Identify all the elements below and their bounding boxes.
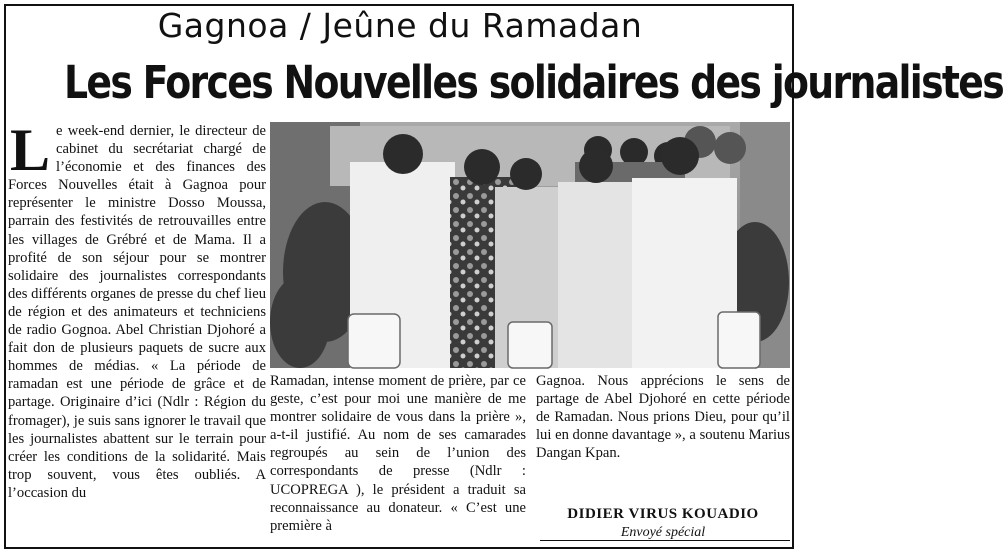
article-column-2: Ramadan, intense moment de prière, par ce geste, c’est pour moi une manière de me montrer solidaire de vous dans la prière », a-t-il justifié. Au nom de ses camarades regroupés au sein de l’union des correspondants de presse (Ndlr : UCOPREGA ), le président a traduit sa reconnaissance au donateur. « C’est une première à	[270, 373, 526, 534]
article-headline: Les Forces Nouvelles solidaires des journalistes	[64, 56, 1003, 109]
author-role: Envoyé spécial	[620, 525, 706, 540]
article-column-3: Gagnoa. Nous apprécions le sens de partage de Abel Djohoré en cette période de Ramadan. Nous prions Dieu, pour qu’il lui en donne davantage », a soutenu Marius Dangan Kpan.	[536, 373, 790, 462]
byline	[536, 504, 790, 542]
article-column-1	[8, 117, 266, 502]
byline-rule	[540, 540, 790, 541]
author-name: DIDIER VIRUS KOUADIO	[567, 506, 759, 522]
drop-cap: L	[10, 117, 51, 183]
article-kicker: Gagnoa / Jeûne du Ramadan	[157, 6, 643, 45]
column-1-text: e week-end dernier, le directeur de cabinet du secrétariat chargé de l’économie et des finances des Forces Nouvelles était à Gagnoa pour représenter le ministre Dosso Moussa, parrain des festivités de retrouvailles entre les villages de Grébré et de Mama. Il a profité de son séjour pour se montrer solidaire des journalistes correspondants des différents organes de presse du chef lieu de région et des animateurs et techniciens de radio Gognoa. Abel Christian Djohoré a fait don de plusieurs paquets de sucre aux hommes de médias. « La période de ramadan est une période de grâce et de partage. Originaire d’ici (Ndlr : Région du fromager), je suis sans ignorer le travail que les journalistes abattent sur le terrain pour créer les conditions de la solidarité. Mais trop souvent, vous êtes oubliés. A l’occasion du	[8, 123, 266, 501]
group-photo-illustration	[270, 122, 790, 368]
article-photo	[270, 122, 790, 368]
